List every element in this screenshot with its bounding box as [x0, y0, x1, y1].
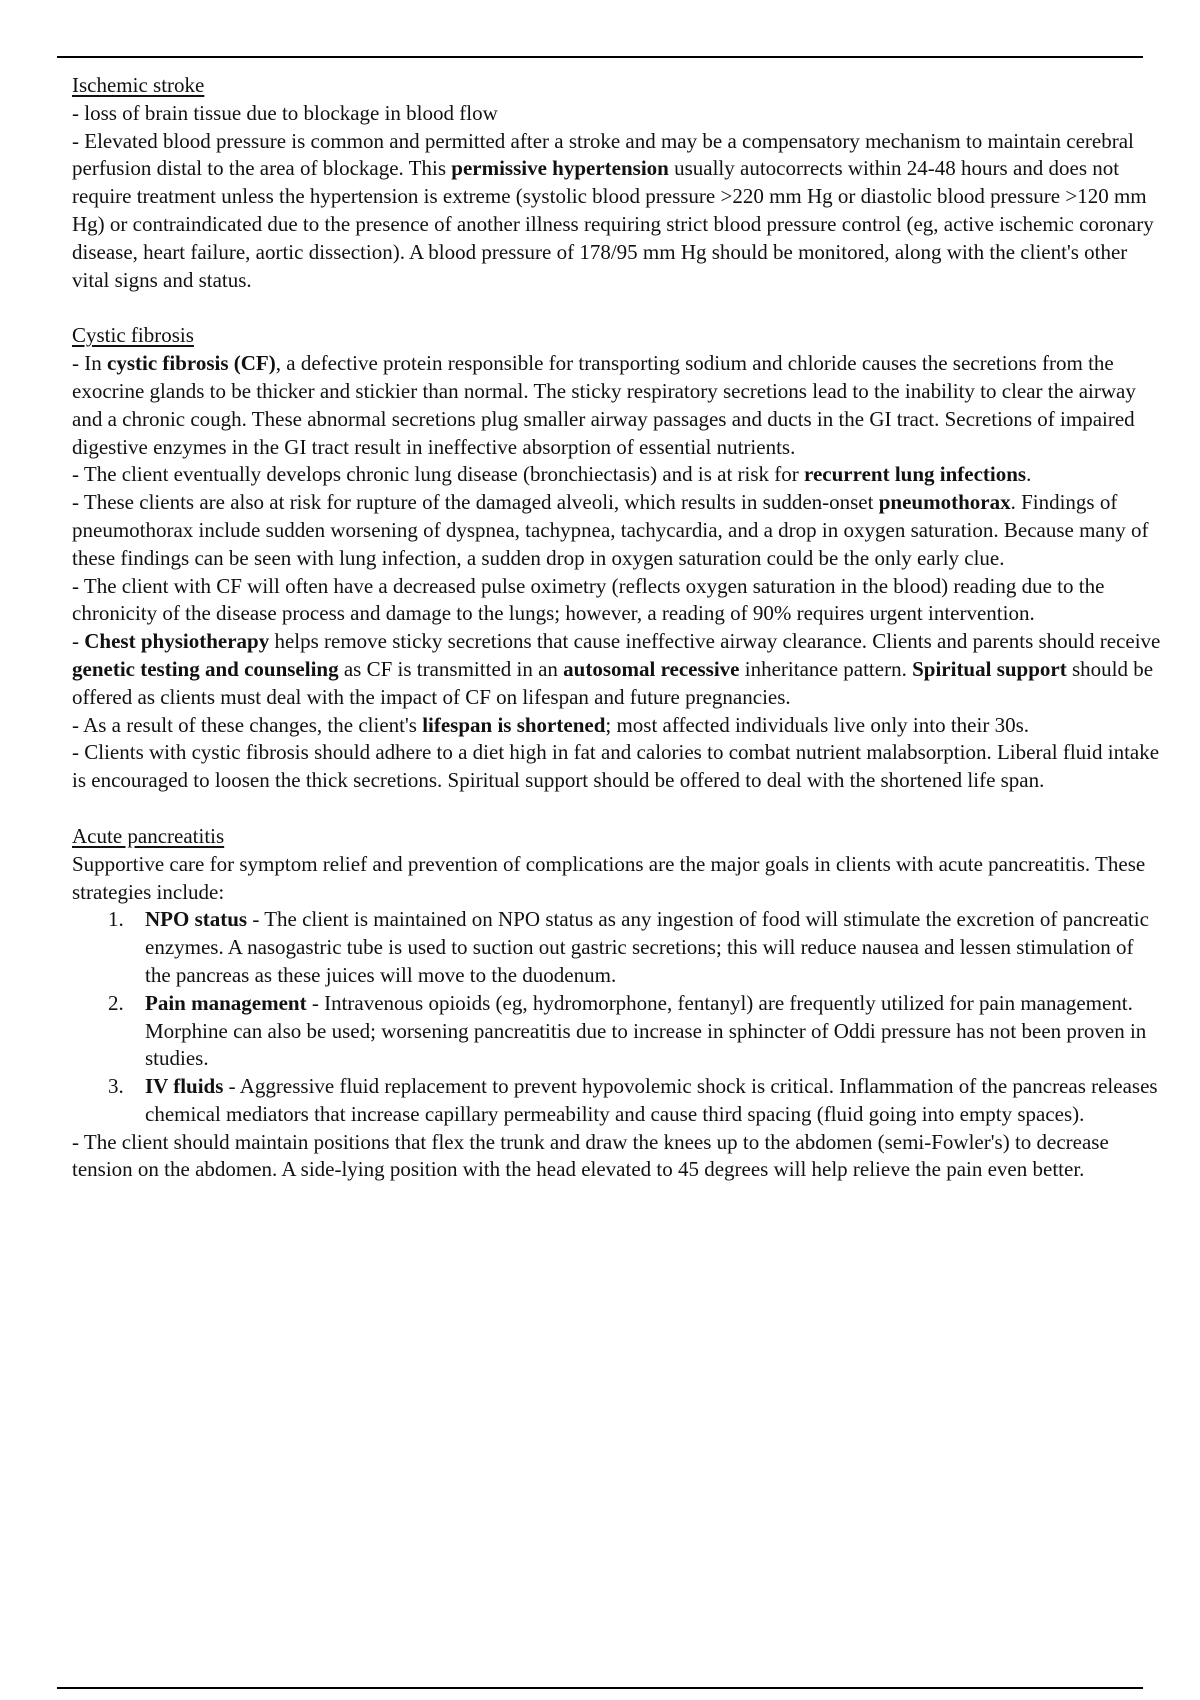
paragraph: Supportive care for symptom relief and prevention of complications are the major goals in clients with acute pancreatitis. These strategies include:: [72, 851, 1146, 904]
list-number: 3.: [108, 1074, 124, 1099]
paragraph: - Elevated blood pressure is common and permitted after a stroke and may be a compensatory mechanism to maintain cerebral perfusion distal to the area of blockage. This permissive hypertension usually autocorrects within 24-48 hours and does not require treatment unless the hypertension is extreme (systolic blood pressure >220 mm Hg or diastolic blood pressure >120 mm Hg) or contraindicated due to the presence of another illness requiring strict blood pressure control (eg, active ischemic coronary disease, heart failure, aortic dissection). A blood pressure of 178/95 mm Hg should be monitored, along with the client's other vital signs and status.: [72, 128, 1154, 292]
strategy-list: [72, 906, 1164, 1128]
paragraph: - The client should maintain positions that flex the trunk and draw the knees up to the abdomen (semi-Fowler's) to decrease tension on the abdomen. A side-lying position with the head elevated to 45 degrees will help relieve the pain even better.: [72, 1129, 1109, 1182]
bold-term: genetic testing and counseling: [72, 656, 339, 681]
paragraph: - The client eventually develops chronic lung disease (bronchiectasis) and is at risk for recurrent lung infections.: [72, 462, 1032, 487]
bold-term: permissive hypertension: [451, 156, 669, 181]
top-rule: [57, 56, 1143, 58]
bottom-rule: [57, 1687, 1143, 1689]
bold-term: Spiritual support: [912, 656, 1067, 681]
section-heading: Acute pancreatitis: [72, 823, 225, 848]
bold-term: cystic fibrosis (CF): [107, 351, 276, 376]
section-ischemic-stroke: [72, 72, 1164, 294]
section-cystic-fibrosis: [72, 322, 1164, 795]
section-acute-pancreatitis: [72, 823, 1164, 1184]
paragraph: - In cystic fibrosis (CF), a defective protein responsible for transporting sodium and chloride causes the secretions from the exocrine glands to be thicker and stickier than normal. The sticky respiratory secretions lead to the inability to clear the airway and a chronic cough. These abnormal secretions plug smaller airway passages and ducts in the GI tract. Secretions of impaired digestive enzymes in the GI tract result in ineffective absorption of essential nutrients.: [72, 351, 1136, 459]
list-item: 2. Pain management - Intravenous opioids (eg, hydromorphone, fentanyl) are frequently utilized for pain management. Morphine can also be used; worsening pancreatitis due to increase in sphincter of Oddi pressure has not been proven in studies.: [108, 990, 1147, 1071]
bold-term: autosomal recessive: [563, 656, 740, 681]
list-item: 1. NPO status - The client is maintained on NPO status as any ingestion of food will stimulate the excretion of pancreatic enzymes. A nasogastric tube is used to suction out gastric secretions; this will reduce nausea and lessen stimulation of the pancreas as these juices will move to the duodenum.: [108, 907, 1149, 987]
paragraph: - As a result of these changes, the client's lifespan is shortened; most affected individuals live only into their 30s.: [72, 712, 1030, 737]
bold-term: IV fluids: [145, 1074, 224, 1099]
paragraph: - These clients are also at risk for rupture of the damaged alveoli, which results in sudden-onset pneumothorax. Findings of pneumothorax include sudden worsening of dyspnea, tachypnea, tachycardia, and a drop in oxygen saturation. Because many of these findings can be seen with lung infection, a sudden drop in oxygen saturation could be the only early clue.: [72, 490, 1149, 570]
list-item: 3. IV fluids - Aggressive fluid replacement to prevent hypovolemic shock is critical. Inflammation of the pancreas releases chemical mediators that increase capillary permeability and cause third spacing (fluid going into empty spaces).: [108, 1074, 1158, 1126]
paragraph: - loss of brain tissue due to blockage in blood flow: [72, 100, 498, 125]
section-heading: Cystic fibrosis: [72, 323, 194, 348]
bold-term: Pain management: [145, 990, 307, 1015]
bold-term: NPO status: [145, 907, 248, 932]
bold-term: lifespan is shortened: [422, 712, 606, 737]
list-number: 1.: [108, 907, 124, 932]
document-body: [72, 72, 1164, 1212]
paragraph: - Clients with cystic fibrosis should adhere to a diet high in fat and calories to combat nutrient malabsorption. Liberal fluid intake is encouraged to loosen the thick secretions. Spiritual support should be offered to deal with the shortened life span.: [72, 740, 1160, 793]
paragraph: - Chest physiotherapy helps remove sticky secretions that cause ineffective airway clearance. Clients and parents should receive genetic testing and counseling as CF is transmitted in an autosomal recessive inheritance pattern. Spiritual support should be offered as clients must deal with the impact of CF on lifespan and future pregnancies.: [72, 629, 1161, 709]
section-heading: Ischemic stroke: [72, 73, 205, 97]
list-number: 2.: [108, 990, 124, 1015]
bold-term: recurrent lung infections: [804, 462, 1027, 487]
bold-term: pneumothorax: [878, 490, 1011, 515]
bold-term: Chest physiotherapy: [84, 629, 270, 654]
paragraph: - The client with CF will often have a decreased pulse oximetry (reflects oxygen saturation in the blood) reading due to the chronicity of the disease process and damage to the lungs; however, a reading of 90% requires urgent intervention.: [72, 573, 1105, 626]
